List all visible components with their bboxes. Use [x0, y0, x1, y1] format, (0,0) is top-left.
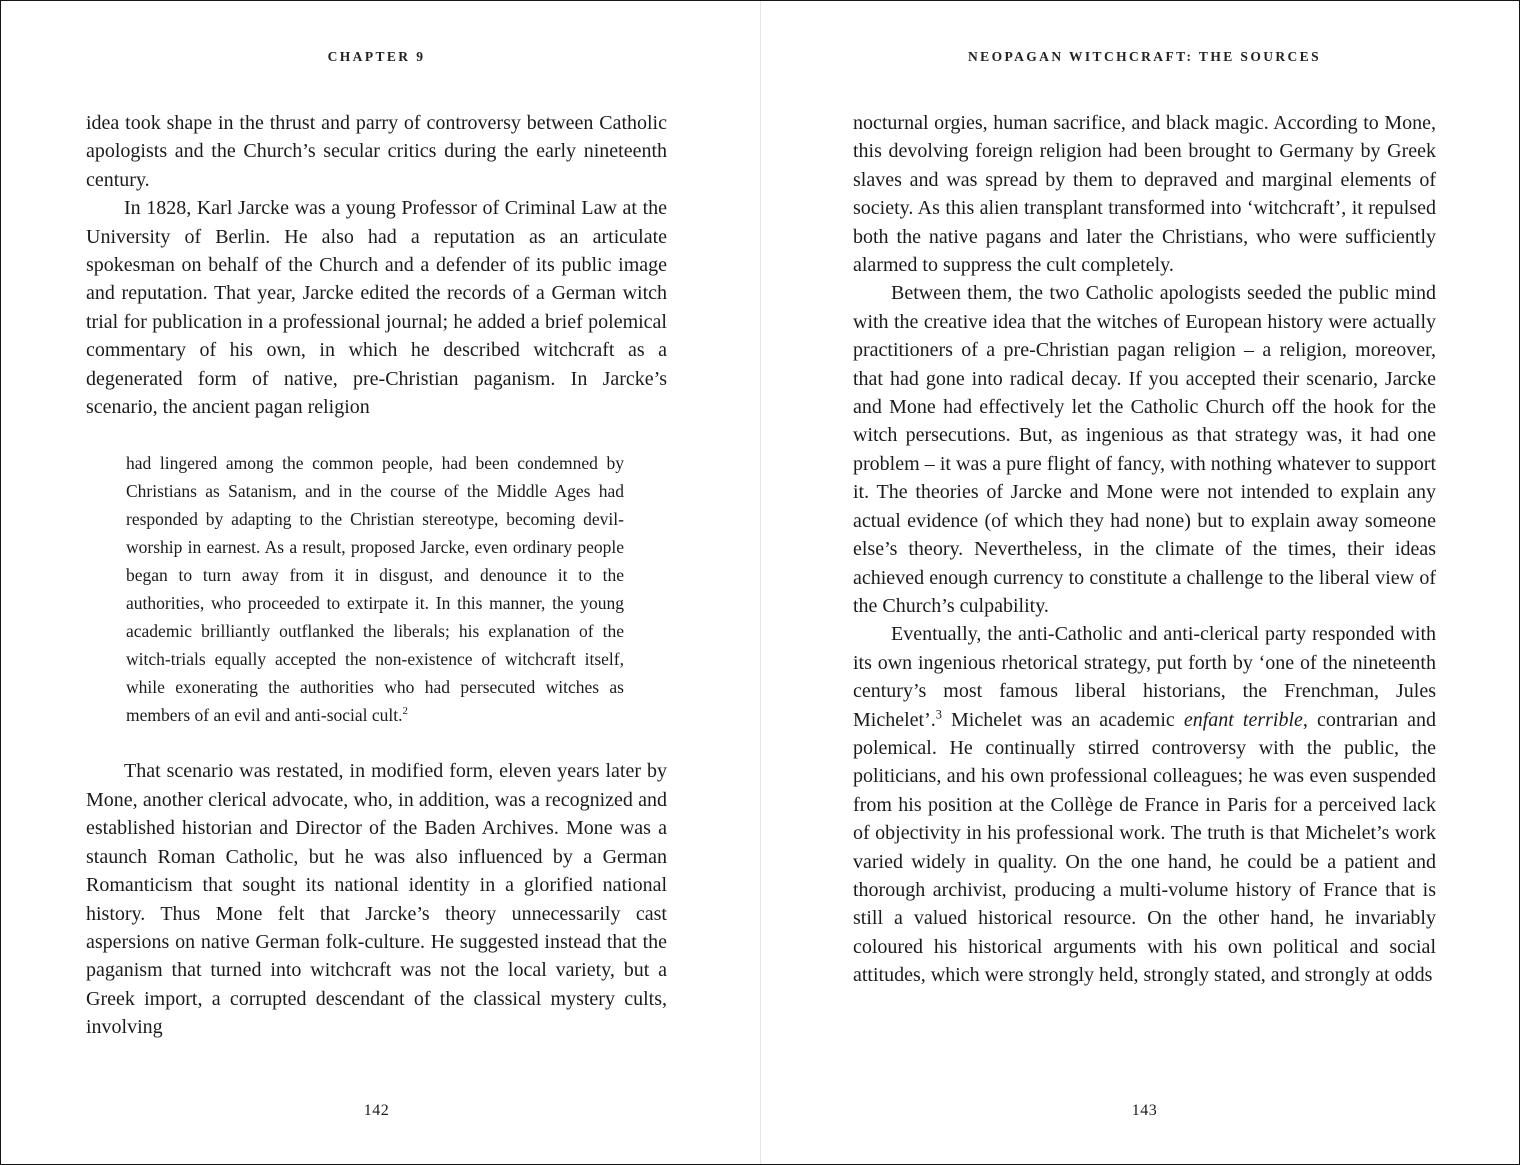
body-paragraph: idea took shape in the thrust and parry of controversy between Catholic apologists and the Church’s secular critics during the early nineteenth century.	[86, 112, 667, 191]
running-header-left: CHAPTER 9	[327, 49, 426, 64]
body-paragraph: That scenario was restated, in modified form, eleven years later by Mone, another clerical advocate, who, in addition, was a recognized and established historian and Director of the Baden Archives. Mone was a staunch Roman Catholic, but he was also influenced by a German Romanticism that sought its national identity in a glorified national history. Thus Mone felt that Jarcke’s theory unnecessarily cast aspersions on native German folk-culture. He suggested instead that the paganism that turned into witchcraft was not the local variety, but a Greek import, a corrupted descendant of the classical mystery cults, involving	[86, 760, 667, 1039]
page-left	[1, 1, 760, 1164]
body-paragraph: In 1828, Karl Jarcke was a young Professor of Criminal Law at the University of Berlin. He also had a reputation as an articulate spokesman on behalf of the Church and a defender of its public image and reputation. That year, Jarcke edited the records of a German witch trial for publication in a professional journal; he added a brief polemical commentary of his own, in which he described witchcraft as a degenerated form of native, pre-Christian paganism. In Jarcke’s scenario, the ancient pagan religion	[86, 197, 667, 419]
block-quote: had lingered among the common people, had been condemned by Christians as Satanism, and in the course of the Middle Ages had responded by adapting to the Christian stereotype, becoming devil-worship in earnest. As a result, proposed Jarcke, even ordinary people began to turn away from it in disgust, and denounce it to the authorities, who proceeded to extirpate it. In this manner, the young academic brilliantly outflanked the liberals; his explanation of the witch-trials equally accepted the non-existence of witchcraft itself, while exonerating the authorities who had persecuted witches as members of an evil and anti-social cult.$^2$	[126, 453, 624, 726]
page-number-right: 143	[1131, 1102, 1158, 1119]
right-page-body	[853, 109, 1436, 990]
left-page-body	[86, 109, 667, 1042]
footnote-marker: 2	[402, 705, 408, 718]
body-paragraph: Between them, the two Catholic apologists seeded the public mind with the creative idea that the witches of European history were actually practitioners of a pre-Christian pagan religion – a religion, moreover, that had gone into radical decay. If you accepted their scenario, Jarcke and Mone had effectively let the Catholic Church off the hook for the witch persecutions. But, as ingenious as that strategy was, it had one problem – it was a pure flight of fancy, with nothing whatever to support it. The theories of Jarcke and Mone were not intended to explain any actual evidence (of which they had none) but to explain away someone else’s theory. Nevertheless, in the climate of the times, their ideas achieved enough currency to constitute a challenge to the liberal view of the Church’s culpability.	[853, 282, 1436, 617]
running-header-right: NEOPAGAN WITCHCRAFT: THE SOURCES	[968, 49, 1321, 64]
page-left-inner	[86, 1, 667, 1164]
footnote-marker: 3	[935, 706, 942, 721]
page-right	[760, 1, 1519, 1164]
body-paragraph: Eventually, the anti-Catholic and anti-clerical party responded with its own ingenious rhetorical strategy, put forth by ‘one of the nineteenth century’s most famous liberal historians, the Frenchman, Jules Michelet’.$^3$ Michelet was an academic enfant terrible, contrarian and polemical. He continually stirred controversy with the public, the politicians, and his own professional colleagues; he was even suspended from his position at the Collège de France in Paris for a perceived lack of objectivity in his professional work. The truth is that Michelet’s work varied widely in quality. On the one hand, he could be a patient and thorough archivist, producing a multi-volume history of France that is still a valued historical resource. On the other hand, he invariably coloured his historical arguments with his own political and social attitudes, which were strongly held, strongly stated, and strongly at odds	[853, 623, 1436, 987]
page-number-left: 142	[363, 1102, 390, 1119]
page-right-inner	[853, 1, 1436, 1164]
body-paragraph: nocturnal orgies, human sacrifice, and black magic. According to Mone, this devolving foreign religion had been brought to Germany by Greek slaves and was spread by them to depraved and marginal elements of society. As this alien transplant transformed into ‘witchcraft’, it repulsed both the native pagans and later the Christians, who were sufficiently alarmed to suppress the cult completely.	[853, 112, 1436, 277]
